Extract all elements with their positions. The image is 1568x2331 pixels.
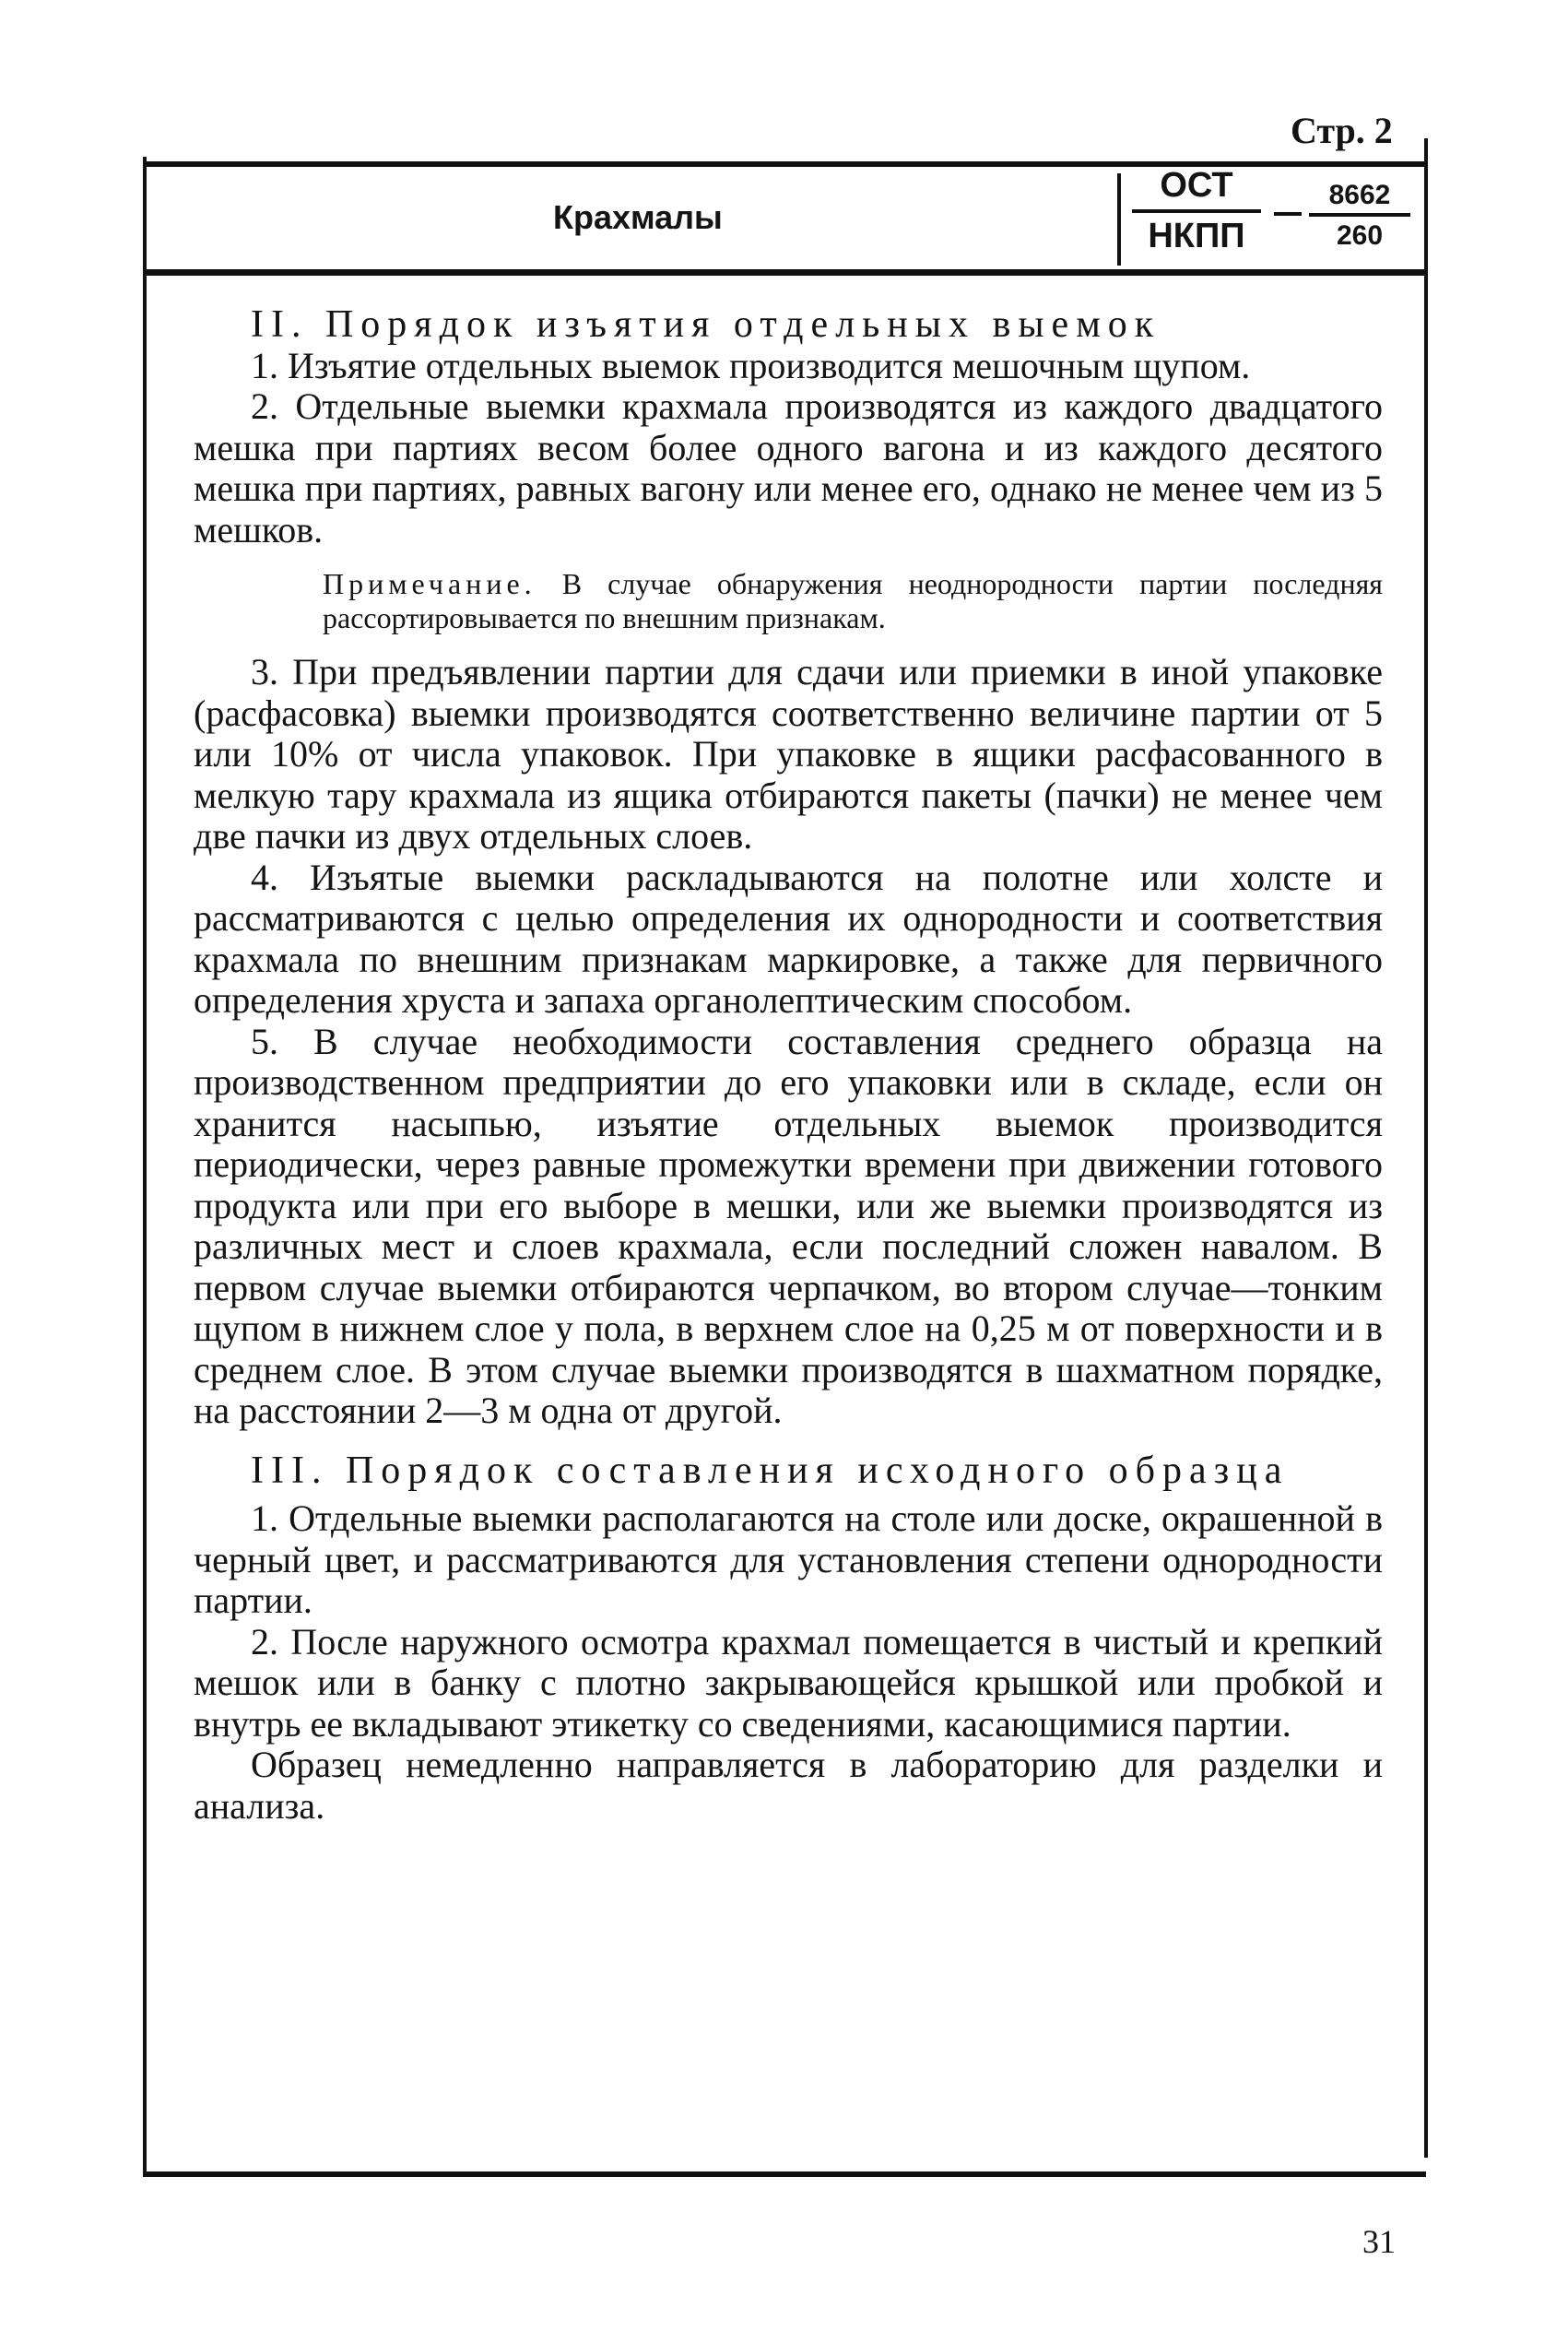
section-3-paragraph-2: 2. После наружного осмотра крахмал помещается в чистый и крепкий мешок или в банку с плотно закрывающейся крышкой или пробкой и внутрь ее вкладывают этикетку со сведениями, касающимися партии. [194, 1620, 1383, 1745]
section-2-paragraph-2: 2. Отдельные выемки крахмала производятся из каждого двадцатого мешка при партиях весом более одного вагона и из каждого десятого мешка при партиях, равных вагону или менее его, однако не менее чем из 5 мешков. [194, 385, 1383, 550]
section-2-paragraph-4: 4. Изъятые выемки раскладываются на полотне или холсте и рассматриваются с целью определения их однородности и соответствия крахмала по внешним признакам маркировке, а также для первичного определения хруста и запаха органолептическим способом. [194, 856, 1383, 1021]
section-2-heading: II. Порядок изъятия отдельных выемок [251, 303, 1161, 346]
footer-rule [143, 2171, 1426, 2177]
section-3-paragraph-1: 1. Отдельные выемки располагаются на столе или доске, окрашенной в черный цвет, и рассматриваются для установления степени однородности партии. [194, 1497, 1383, 1621]
standard-number-bottom: 260 [1336, 220, 1384, 251]
section-3-heading: III. Порядок составления исходного образца [251, 1449, 1290, 1492]
header-bottom-rule [143, 269, 1426, 276]
page-number: 31 [1362, 2223, 1396, 2260]
standard-code-bottom: НКПП [1148, 217, 1245, 255]
header-divider [1117, 173, 1121, 266]
section-2-paragraph-5: 5. В случае необходимости составления среднего образца на производственном предприятии до его упаковки или в складе, если он хранится насыпью, изъятие отдельных выемок производится периодически, через равные промежутки времени при движении готового продукта или при его выборе в мешки, или же выемки производятся из различных мест и слоев крахмала, если последний сложен навалом. В первом случае выемки отбираются черпачком, во втором случае—тонким щупом в нижнем слое у пола, в верхнем слое на 0,25 м от поверхности и в среднем слое. В этом случае выемки производятся в шахматном порядке, на расстоянии 2—3 м одна от другой. [194, 1020, 1383, 1431]
standard-dash [1274, 212, 1302, 216]
section-2-paragraph-3: 3. При предъявлении партии для сдачи или приемки в иной упаковке (расфасовка) выемки производятся соответственно величине партии от 5 или 10% от числа упаковок. При упаковке в ящики расфасованного в мелкую тару крахмала из ящика отбираются пакеты (пачки) не менее чем две пачки из двух отдельных слоев. [194, 651, 1383, 857]
note [194, 567, 1383, 635]
section-3-paragraph-3: Образец немедленно направляется в лабораторию для разделки и анализа. [194, 1744, 1383, 1827]
page-reference: Стр. 2 [1291, 110, 1393, 151]
section-2-paragraph-1: 1. Изъятие отдельных выемок производится мешочным щупом. [251, 344, 1251, 386]
document-body [194, 304, 1383, 1827]
frame-left-rule [143, 157, 147, 2171]
standard-number-top: 8662 [1309, 180, 1410, 217]
frame-right-rule [1424, 138, 1428, 2158]
standard-number [1309, 180, 1410, 252]
note-text: В случае обнаружения неоднородности партии последняя рассортировывается по внешним признакам. [323, 567, 1384, 634]
standard-code-top: ОСТ [1132, 166, 1261, 213]
document-title: Крахмалы [553, 198, 723, 236]
standard-code [1132, 166, 1261, 256]
note-label: Примечание. [323, 567, 536, 600]
